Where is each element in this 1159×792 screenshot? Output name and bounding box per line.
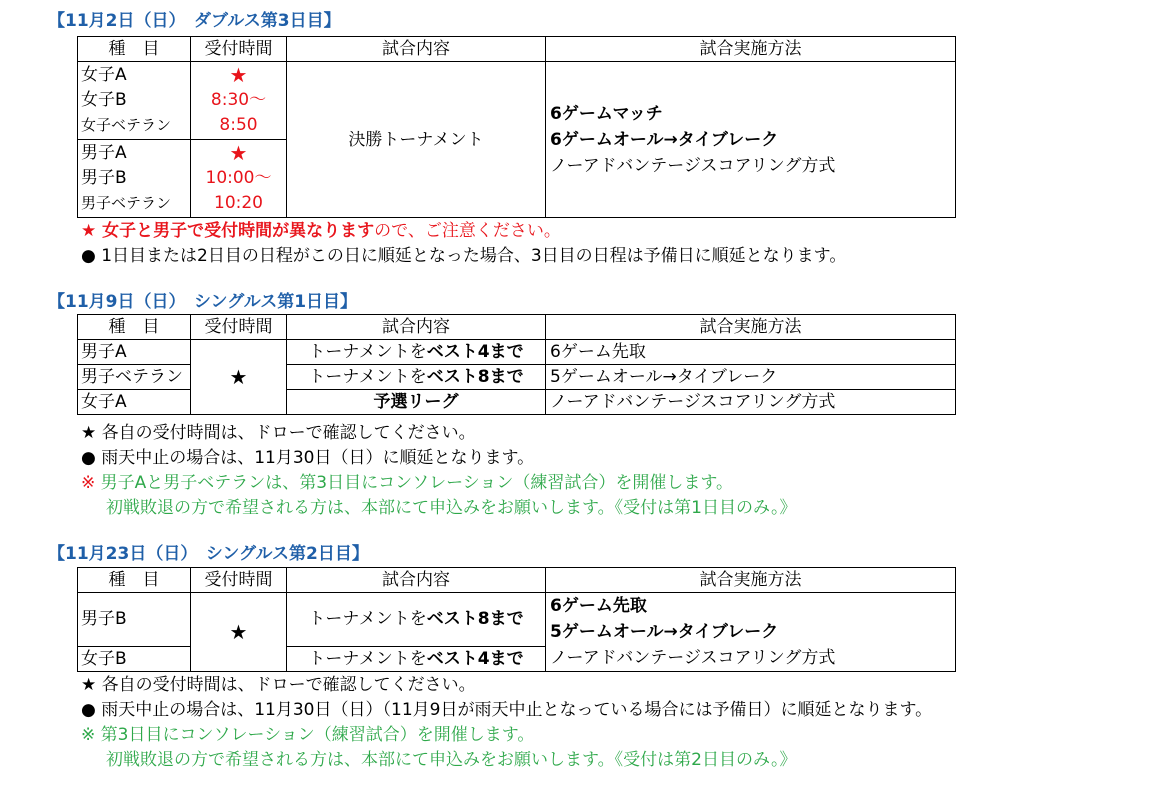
women-time-start: 8:30〜 [210,90,267,110]
content-cell: トーナメントをベスト8まで [287,593,546,647]
table-header-row [78,37,956,62]
method-cell: 6ゲーム先取 [546,340,956,365]
match-content: 決勝トーナメント [287,62,546,218]
content-cell: トーナメントをベスト4まで [287,646,546,671]
table-row-women [78,62,956,140]
note-consolation: ※ 第3日目にコンソレーション（練習試合）を開催します。 [81,725,535,745]
section-title-doubles-day3: 【11月2日（日） ダブルス第3日目】 [48,11,341,31]
schedule-table-singles-day1 [77,314,956,415]
header-event: 種 目 [78,37,191,62]
event-men-b: 男子B [81,168,127,188]
men-time [191,140,287,218]
table-header-row [78,568,956,593]
header-content: 試合内容 [287,568,546,593]
table-header-row [78,315,956,340]
note-apply: 初戦敗退の方で希望される方は、本部にて申込みをお願いします。《受付は第2日目のみ。》 [106,750,797,770]
method-line-3: ノーアドバンテージスコアリング方式 [550,155,836,176]
method-line-1: 6ゲーム先取 [550,596,647,616]
method-line-2: 5ゲームオール→タイブレーク [550,622,779,642]
header-time: 受付時間 [191,568,287,593]
note-apply: 初戦敗退の方で希望される方は、本部にて申込みをお願いします。《受付は第1日目のみ。》 [106,498,797,518]
star-icon: ★ [229,141,248,165]
header-method: 試合実施方法 [546,37,956,62]
content-cell: トーナメントをベスト4まで [287,340,546,365]
men-events [78,140,191,218]
schedule-table-doubles-day3 [77,36,956,218]
header-event: 種 目 [78,315,191,340]
method-cell: ノーアドバンテージスコアリング方式 [546,390,956,415]
section-title-singles-day1: 【11月9日（日） シングルス第1日目】 [48,292,358,312]
method-line-3: ノーアドバンテージスコアリング方式 [550,648,836,668]
method-line-2: 6ゲームオール→タイブレーク [550,129,779,150]
table-row [78,340,956,365]
star-icon: ★ [191,340,287,415]
women-time [191,62,287,140]
table-row [78,593,956,647]
event-women-b: 女子B [81,90,127,110]
men-time-start: 10:00〜 [205,168,272,188]
men-time-end: 10:20 [214,193,263,213]
note-rain: ● 雨天中止の場合は、11月30日（日）に順延となります。 [81,448,535,468]
event-men-a: 男子A [81,143,127,163]
method-cell: 5ゲームオール→タイブレーク [546,365,956,390]
event-women-veteran: 女子ベテラン [81,116,172,134]
event-cell: 女子A [78,390,191,415]
women-events [78,62,191,140]
event-cell: 男子B [78,593,191,647]
event-women-a: 女子A [81,65,127,85]
note-consolation: ※ 男子Aと男子ベテランは、第3日目にコンソレーション（練習試合）を開催します。 [81,473,734,493]
content-cell: トーナメントをベスト8まで [287,365,546,390]
star-icon: ★ [191,593,287,672]
event-cell: 男子A [78,340,191,365]
star-icon: ★ [229,63,248,87]
note-time-differs: ★ 女子と男子で受付時間が異なりますので、ご注意ください。 [81,221,561,241]
note-postpone: ● 1日目または2日目の日程がこの日に順延となった場合、3日目の日程は予備日に順延となります。 [81,246,847,266]
match-method [546,62,956,218]
content-cell: 予選リーグ [287,390,546,415]
note-check-draw: ★ 各自の受付時間は、ドローで確認してください。 [81,675,476,695]
women-time-end: 8:50 [219,115,258,135]
header-method: 試合実施方法 [546,315,956,340]
section-title-singles-day2: 【11月23日（日） シングルス第2日目】 [48,544,369,564]
schedule-table-singles-day2 [77,567,956,672]
header-event: 種 目 [78,568,191,593]
method-line-1: 6ゲームマッチ [550,103,663,124]
header-time: 受付時間 [191,315,287,340]
header-content: 試合内容 [287,315,546,340]
note-rain: ● 雨天中止の場合は、11月30日（日）（11月9日が雨天中止となっている場合には予備日）に順延となります。 [81,700,933,720]
event-cell: 女子B [78,646,191,671]
event-men-veteran: 男子ベテラン [81,194,172,212]
note-check-draw: ★ 各自の受付時間は、ドローで確認してください。 [81,423,476,443]
header-content: 試合内容 [287,37,546,62]
header-time: 受付時間 [191,37,287,62]
match-method [546,593,956,672]
header-method: 試合実施方法 [546,568,956,593]
event-cell: 男子ベテラン [78,365,191,390]
